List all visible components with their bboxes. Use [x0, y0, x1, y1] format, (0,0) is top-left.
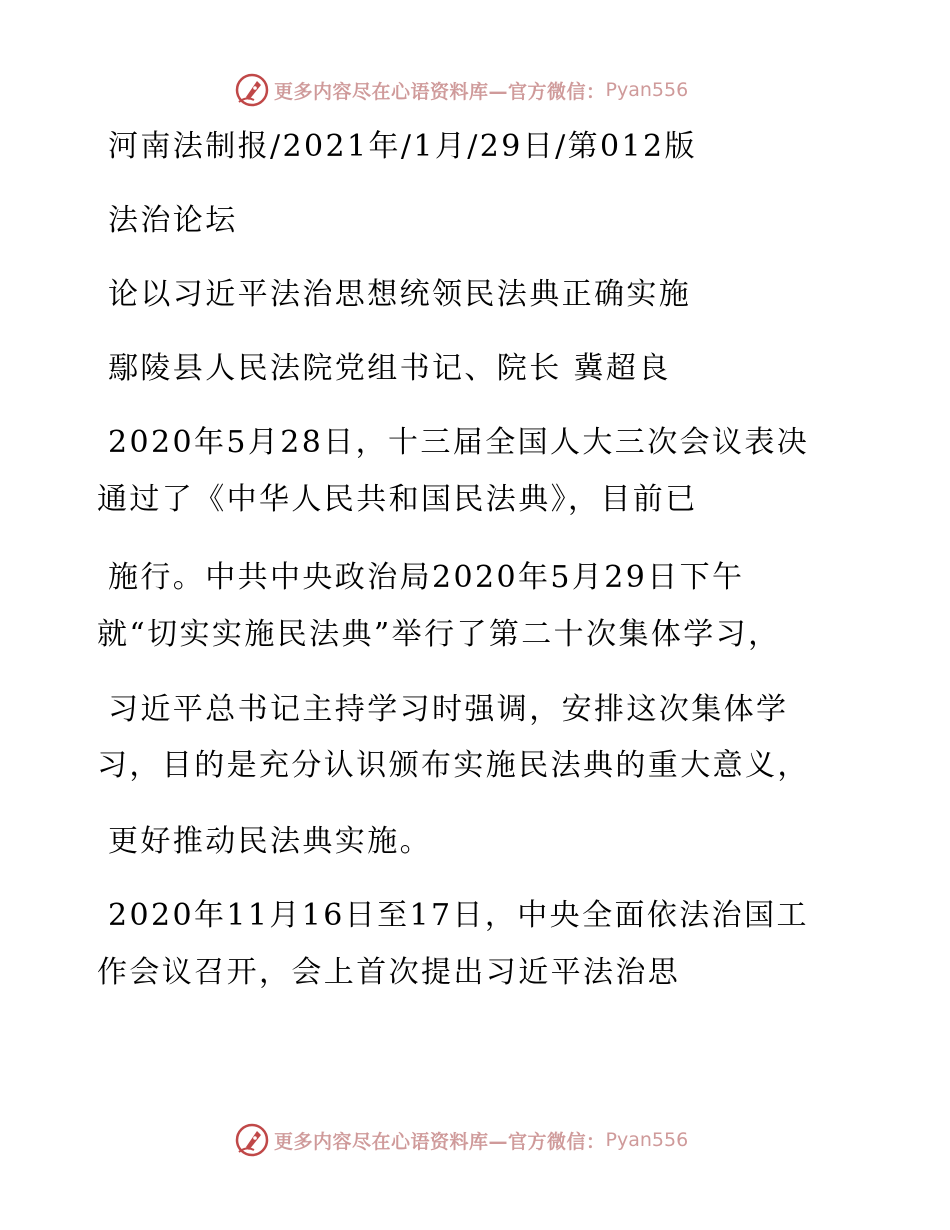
watermark-banner-top: [234, 72, 688, 108]
watermark-wechat-id: Pyan556: [605, 79, 689, 101]
pen-nib-circle-icon: [234, 72, 270, 108]
section-label: 法治论坛: [108, 203, 238, 238]
paragraph-line: 习近平总书记主持学习时强调，安排这次集体学: [108, 692, 789, 727]
paragraph-line: 习，目的是充分认识颁布实施民法典的重大意义，: [97, 748, 810, 783]
paragraph-line: 就“切实实施民法典”举行了第二十次集体学习，: [97, 617, 781, 652]
paragraph-line: 作会议召开，会上首次提出习近平法治思: [97, 955, 681, 990]
watermark-wechat-id: Pyan556: [605, 1129, 689, 1151]
watermark-text: 更多内容尽在心语资料库—官方微信：: [274, 80, 606, 103]
watermark-banner-bottom: [234, 1122, 688, 1158]
source-line: 河南法制报/2021年/1月/29日/第012版: [108, 129, 697, 164]
author-line: 鄢陵县人民法院党组书记、院长 冀超良: [108, 351, 671, 386]
paragraph-line: 更好推动民法典实施。: [108, 824, 432, 859]
watermark-text: 更多内容尽在心语资料库—官方微信：: [274, 1130, 606, 1153]
pen-nib-circle-icon: [234, 1122, 270, 1158]
article-title: 论以习近平法治思想统领民法典正确实施: [108, 277, 692, 312]
paragraph-line: 施行。中共中央政治局2020年5月29日下午: [108, 560, 745, 595]
paragraph-line: 2020年5月28日，十三届全国人大三次会议表决: [108, 425, 810, 460]
paragraph-line: 2020年11月16日至17日，中央全面依法治国工: [108, 898, 809, 933]
paragraph-line: 通过了《中华人民共和国民法典》，目前已: [97, 482, 698, 517]
